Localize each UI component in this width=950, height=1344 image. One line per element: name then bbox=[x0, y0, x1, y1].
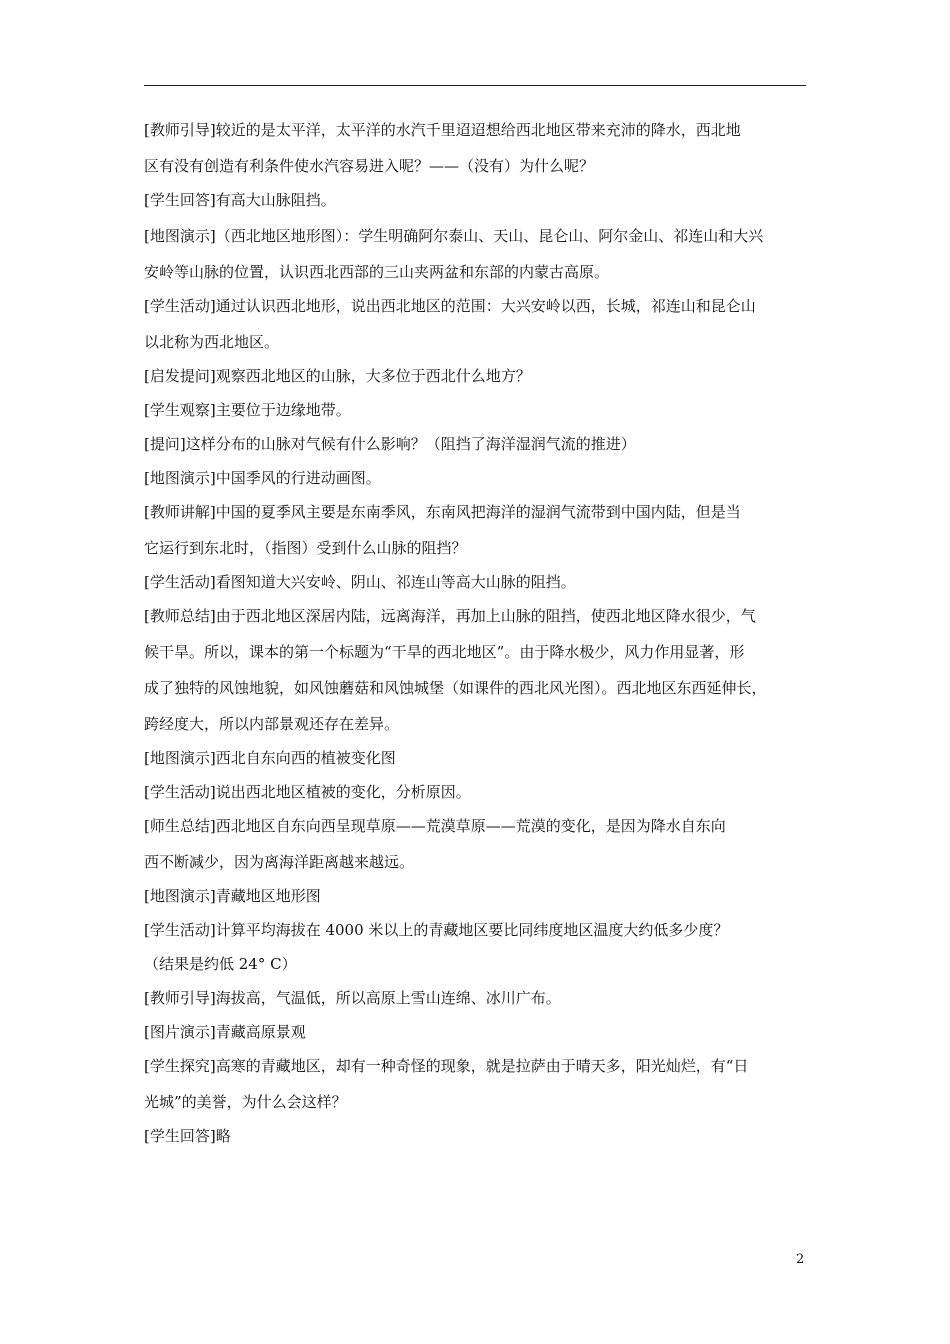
text-line: 西不断减少，因为离海洋距离越来越远。 bbox=[144, 853, 415, 871]
text-line: [提问]这样分布的山脉对气候有什么影响？（阻挡了海洋湿润气流的推进） bbox=[144, 435, 636, 453]
paragraph bbox=[144, 434, 810, 454]
paragraph bbox=[144, 988, 810, 1008]
text-line: 跨经度大，所以内部景观还存在差异。 bbox=[144, 715, 400, 733]
text-line: 候干旱。所以，课本的第一个标题为“干旱的西北地区”。由于降水极少，风力作用显著，形 bbox=[144, 643, 745, 661]
text-line: [教师总结]由于西北地区深居内陆，远离海洋，再加上山脉的阻挡，使西北地区降水很少，气 bbox=[144, 607, 756, 625]
text-line: [学生观察]主要位于边缘地带。 bbox=[144, 401, 351, 419]
text-line: （结果是约低 24° C） bbox=[144, 955, 297, 973]
text-line: [教师引导]海拔高，气温低，所以高原上雪山连绵、冰川广布。 bbox=[144, 989, 561, 1007]
paragraph bbox=[144, 606, 810, 734]
paragraph bbox=[144, 782, 810, 802]
text-line: [地图演示]中国季风的行进动画图。 bbox=[144, 469, 381, 487]
text-line: 成了独特的风蚀地貌，如风蚀蘑菇和风蚀城堡（如课件的西北风光图）。西北地区东西延伸长， bbox=[144, 679, 767, 697]
text-line: [启发提问]观察西北地区的山脉，大多位于西北什么地方？ bbox=[144, 367, 531, 385]
paragraph bbox=[144, 1056, 810, 1112]
paragraph bbox=[144, 886, 810, 906]
text-line: [教师讲解]中国的夏季风主要是东南季风，东南风把海洋的湿润气流带到中国内陆，但是当 bbox=[144, 503, 741, 521]
paragraph bbox=[144, 572, 810, 592]
paragraph bbox=[144, 366, 810, 386]
page-number: 2 bbox=[796, 1252, 805, 1267]
text-line: 以北称为西北地区。 bbox=[144, 333, 280, 351]
text-line: [学生活动]说出西北地区植被的变化，分析原因。 bbox=[144, 783, 471, 801]
text-line: 光城”的美誉，为什么会这样？ bbox=[144, 1093, 347, 1111]
paragraph bbox=[144, 226, 810, 282]
text-line: 安岭等山脉的位置，认识西北西部的三山夹两盆和东部的内蒙古高原。 bbox=[144, 263, 610, 281]
paragraph bbox=[144, 1126, 810, 1146]
text-line: [图片演示]青藏高原景观 bbox=[144, 1023, 306, 1041]
text-line: [学生探究]高寒的青藏地区，却有一种奇怪的现象，就是拉萨由于晴天多，阳光灿烂，有“日 bbox=[144, 1057, 749, 1075]
text-line: [学生活动]通过认识西北地形，说出西北地区的范围：大兴安岭以西，长城，祁连山和昆仑山 bbox=[144, 297, 756, 315]
text-line: [学生活动]计算平均海拔在 4000 米以上的青藏地区要比同纬度地区温度大约低多少度？ bbox=[144, 921, 729, 939]
paragraph bbox=[144, 468, 810, 488]
text-line: 区有没有创造有利条件使水汽容易进入呢？——（没有）为什么呢？ bbox=[144, 157, 595, 175]
text-line: [教师引导]较近的是太平洋，太平洋的水汽千里迢迢想给西北地区带来充沛的降水，西北地 bbox=[144, 121, 741, 139]
paragraph bbox=[144, 502, 810, 558]
text-line: 它运行到东北时，（指图）受到什么山脉的阻挡？ bbox=[144, 539, 467, 557]
paragraph bbox=[144, 816, 810, 872]
text-line: [学生回答]略 bbox=[144, 1127, 231, 1145]
text-line: [地图演示]青藏地区地形图 bbox=[144, 887, 321, 905]
document-body bbox=[144, 120, 810, 1160]
paragraph bbox=[144, 400, 810, 420]
text-line: [学生回答]有高大山脉阻挡。 bbox=[144, 191, 336, 209]
text-line: [地图演示]（西北地区地形图）：学生明确阿尔泰山、天山、昆仑山、阿尔金山、祁连山和大兴 bbox=[144, 227, 764, 245]
text-line: [地图演示]西北自东向西的植被变化图 bbox=[144, 749, 396, 767]
paragraph bbox=[144, 920, 810, 974]
paragraph bbox=[144, 190, 810, 210]
paragraph bbox=[144, 120, 810, 176]
paragraph bbox=[144, 1022, 810, 1042]
paragraph bbox=[144, 296, 810, 352]
text-line: [师生总结]西北地区自东向西呈现草原——荒漠草原——荒漠的变化，是因为降水自东向 bbox=[144, 817, 726, 835]
paragraph bbox=[144, 748, 810, 768]
text-line: [学生活动]看图知道大兴安岭、阴山、祁连山等高大山脉的阻挡。 bbox=[144, 573, 576, 591]
header-rule bbox=[144, 85, 806, 86]
